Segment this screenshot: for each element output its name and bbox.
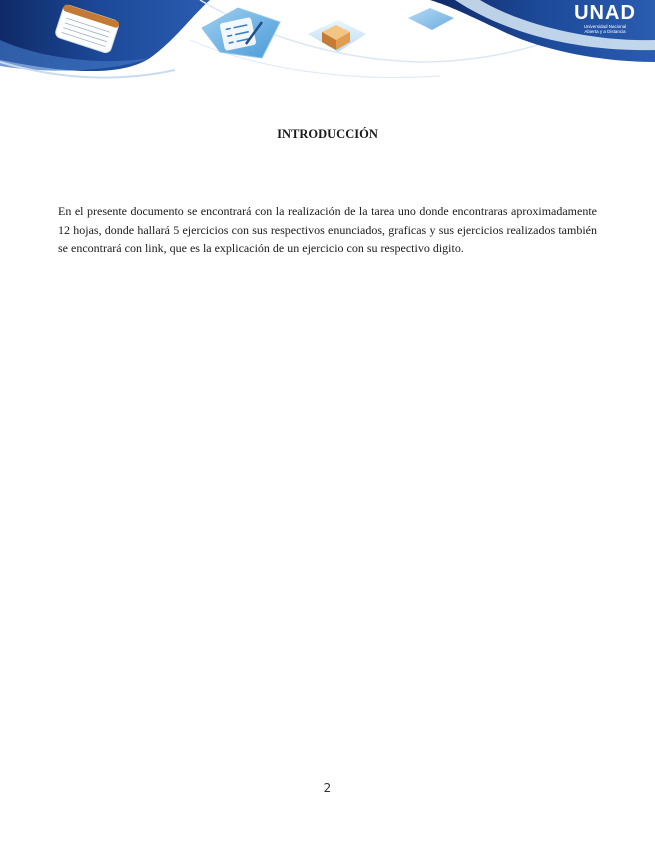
unad-logo-subtitle-1: Universidad Nacional xyxy=(583,24,627,29)
section-title: INTRODUCCIÓN xyxy=(277,127,378,141)
introduction-paragraph: En el presente documento se encontrará con la realización de la tarea uno donde encontraras aproximadamente 12 hojas, donde hallará 5 ejercicios con sus respectivos enunciados, graficas y sus ejercicios realizados también se encontrará con link, que es la explicación de un ejercicio con su respectivo digito. xyxy=(58,204,597,255)
page-number: 2 xyxy=(323,781,332,795)
unad-logo-subtitle-2: Abierta y a Distancia xyxy=(584,29,626,34)
header-banner xyxy=(0,0,655,90)
diamond-icon xyxy=(408,8,454,30)
clipboard-icon xyxy=(202,8,280,58)
unad-logo xyxy=(565,2,645,36)
unad-logo-text: UNAD xyxy=(574,2,636,24)
